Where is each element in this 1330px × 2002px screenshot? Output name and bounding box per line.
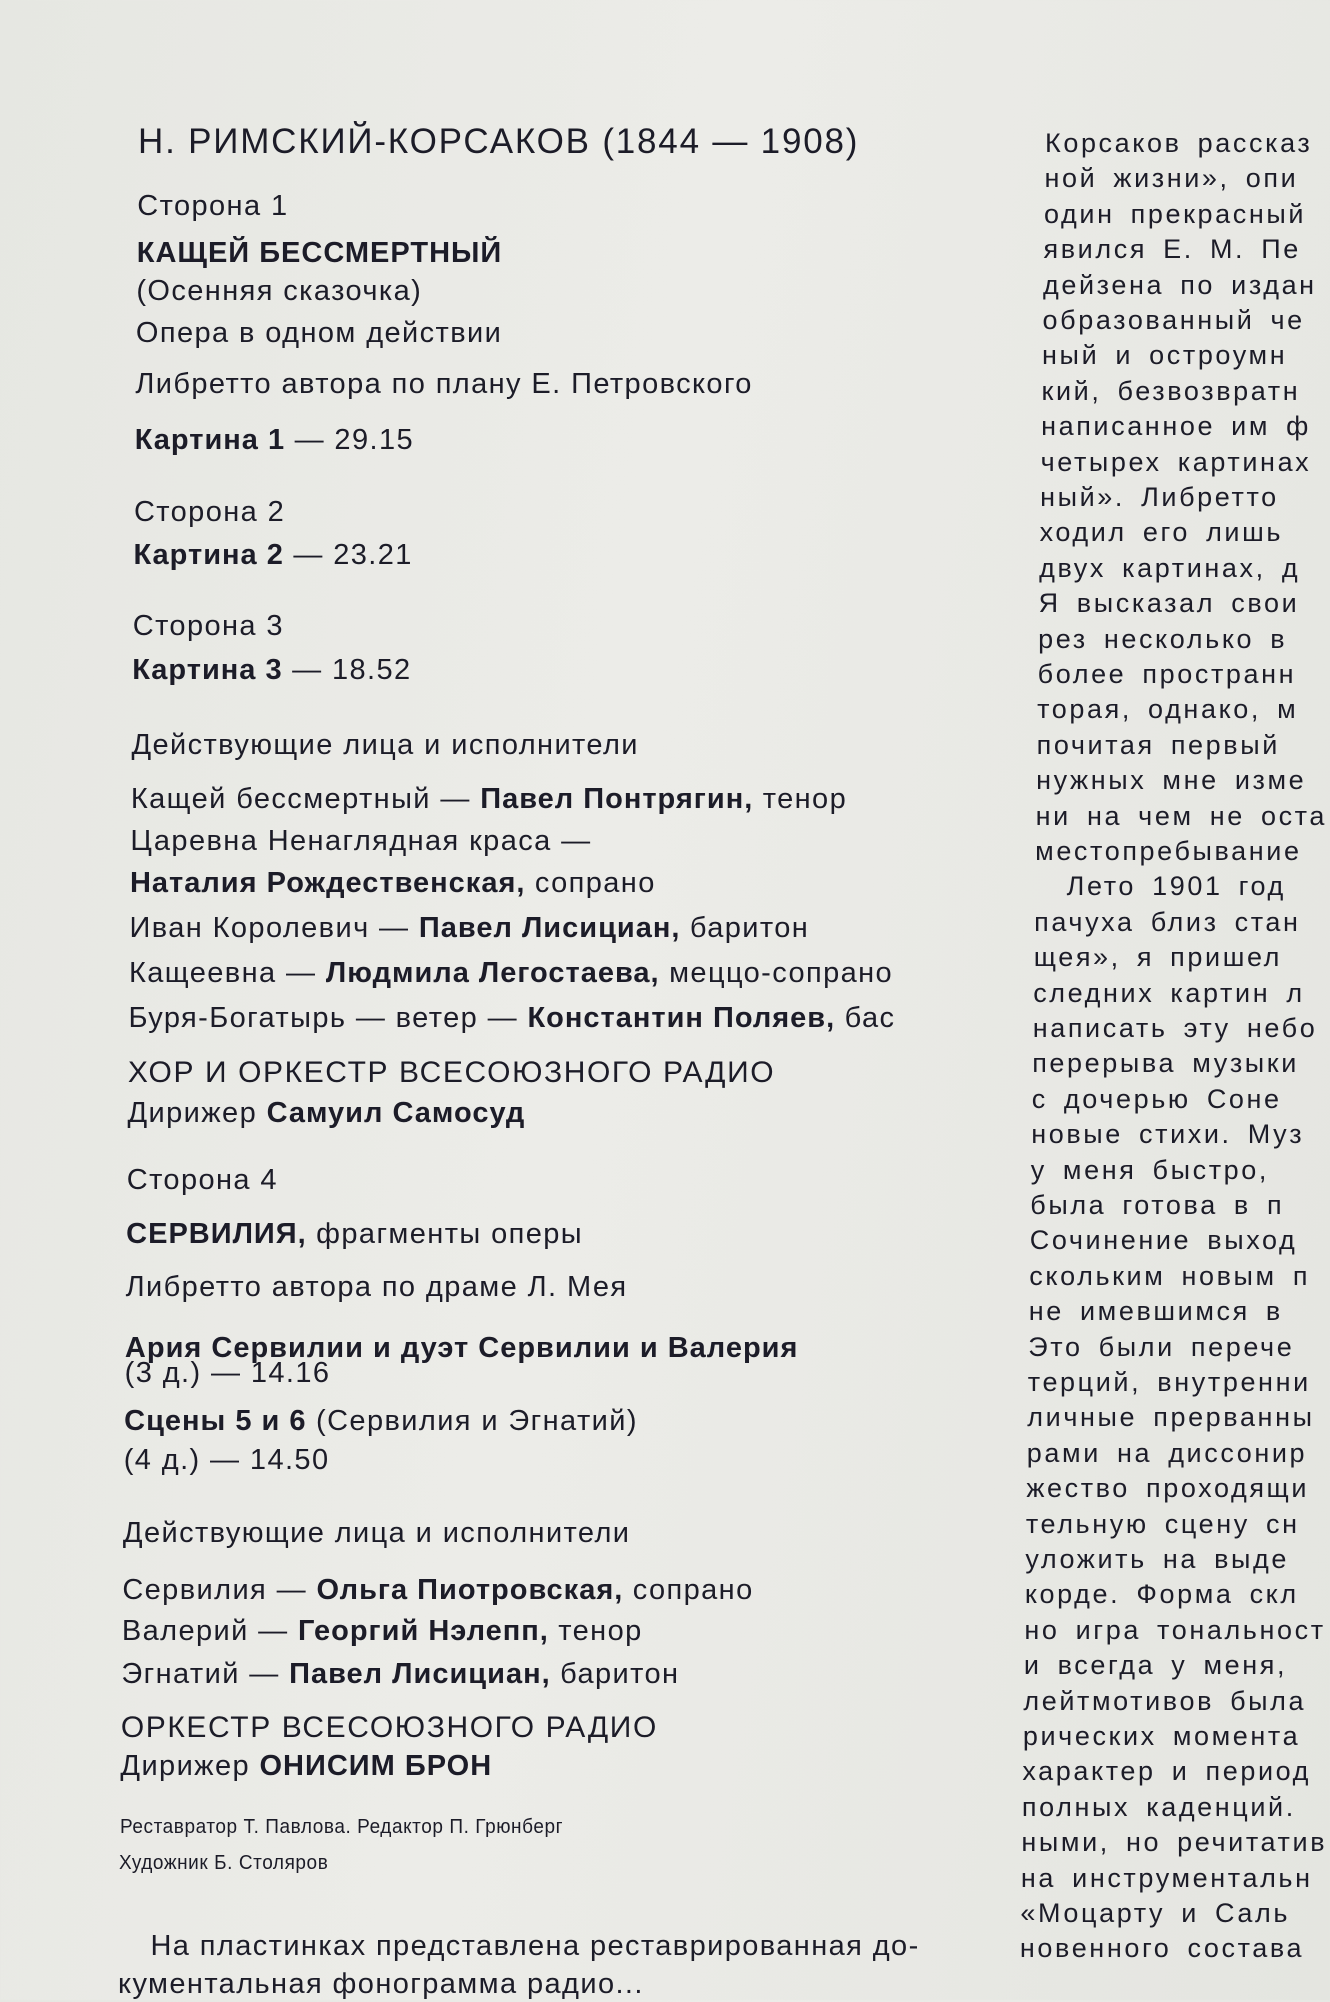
notes-line: новые стихи. Муз xyxy=(1031,1119,1305,1150)
text-segment: (Сервилия и Эгнатий) xyxy=(306,1405,638,1437)
notes-line: Сочинение выход xyxy=(1029,1225,1298,1256)
text-segment: кументальная фонограмма радио... xyxy=(118,1968,644,2000)
notes-line: щея», я пришел xyxy=(1033,942,1283,973)
bold-text: Константин Поляев, xyxy=(527,1002,836,1034)
notes-line: но игра тональност xyxy=(1024,1614,1326,1645)
bold-text: Павел Лисициан, xyxy=(418,912,681,944)
notes-line: корде. Форма скл xyxy=(1024,1579,1299,1610)
notes-line: более пространн xyxy=(1037,659,1297,689)
text-segment: тенор xyxy=(548,1615,643,1647)
notes-line: перерыва музыки xyxy=(1032,1048,1299,1079)
text-segment: Художник Б. Столяров xyxy=(119,1852,329,1874)
notes-line: ными, но речитатив xyxy=(1021,1827,1328,1858)
notes-line: тельную сцену сн xyxy=(1025,1508,1300,1539)
text-segment: Либретто автора по драме Л. Мея xyxy=(125,1271,628,1303)
notes-line: не имевшимся в xyxy=(1028,1296,1283,1327)
text-segment: Сторона 4 xyxy=(126,1164,278,1196)
notes-line: на инструментальн xyxy=(1020,1862,1313,1893)
text-segment: сопрано xyxy=(525,867,656,899)
notes-line: рез несколько в xyxy=(1038,623,1288,654)
text-segment: — 23.21 xyxy=(283,539,413,571)
text-segment: Эгнатий — xyxy=(121,1658,290,1690)
notes-line: ный». Либретто xyxy=(1040,482,1279,512)
text-segment: Н. РИМСКИЙ-КОРСАКОВ (1844 — 1908) xyxy=(138,122,860,161)
text-segment: Сервилия — xyxy=(122,1574,317,1606)
text-segment: фрагменты оперы xyxy=(306,1218,584,1250)
notes-line: четырех картинах xyxy=(1040,446,1312,477)
notes-line: рических момента xyxy=(1022,1721,1301,1751)
notes-line: один прекрасный xyxy=(1044,198,1307,229)
bold-text: Людмила Легостаева, xyxy=(325,957,660,989)
notes-line: жество проходящи xyxy=(1026,1473,1310,1504)
notes-line: следних картин л xyxy=(1033,977,1305,1008)
text-segment: Действующие лица и исполнители xyxy=(122,1517,631,1549)
notes-line: Корсаков рассказ xyxy=(1045,128,1313,158)
notes-line: написать эту небо xyxy=(1032,1013,1318,1043)
notes-line: ный и остроумн xyxy=(1042,340,1288,371)
text-segment: Кащей бессмертный — xyxy=(130,783,481,815)
text-segment: Либретто автора по плану Е. Петровского xyxy=(135,368,753,400)
notes-line: лейтмотивов была xyxy=(1023,1685,1307,1716)
notes-line: пачуха близ стан xyxy=(1034,906,1301,937)
text-segment: На пластинках представлена реставрированная до- xyxy=(150,1930,920,1962)
bold-text: Павел Понтрягин, xyxy=(480,783,754,815)
notes-line: кий, безвозвратн xyxy=(1041,375,1301,406)
bold-text: ОНИСИМ БРОН xyxy=(259,1750,493,1782)
text-segment: меццо-сопрано xyxy=(659,957,894,989)
text-segment: тенор xyxy=(753,783,848,815)
bold-text: Картина 3 xyxy=(132,654,283,686)
notes-line: с дочерью Соне xyxy=(1031,1083,1282,1114)
notes-line: написанное им ф xyxy=(1041,411,1311,442)
notes-line: ни на чем не оста xyxy=(1035,800,1327,831)
notes-line: почитая первый xyxy=(1036,729,1280,760)
notes-line: скольким новым п xyxy=(1029,1260,1311,1291)
notes-line: характер и период xyxy=(1022,1756,1312,1787)
bold-text: Наталия Рождественская, xyxy=(129,867,526,899)
text-segment: Реставратор Т. Павлова. Редактор П. Грюнберг xyxy=(119,1816,563,1838)
notes-line: торая, однако, м xyxy=(1037,694,1299,725)
text-segment: (3 д.) — 14.16 xyxy=(124,1357,331,1389)
text-segment: Опера в одном действии xyxy=(135,317,503,349)
bold-text: Картина 1 xyxy=(134,424,286,456)
notes-line: двух картинах, д xyxy=(1039,552,1301,583)
bold-text: Ария Сервилии и дуэт Сервилии и Валерия xyxy=(124,1332,799,1364)
text-segment: — 29.15 xyxy=(285,424,414,456)
text-segment: Дирижер xyxy=(120,1750,260,1782)
text-segment: баритон xyxy=(550,1658,680,1690)
bold-text: Ольга Пиотровская, xyxy=(316,1574,624,1606)
notes-line: личные прерванны xyxy=(1027,1402,1315,1433)
notes-line: рами на диссонир xyxy=(1026,1437,1308,1468)
notes-line: была готова в п xyxy=(1030,1190,1285,1220)
text-segment: Сторона 2 xyxy=(133,496,286,528)
notes-line: уложить на выде xyxy=(1025,1544,1290,1574)
notes-line: нужных мне изме xyxy=(1036,765,1307,796)
bold-text: КАЩЕЙ БЕССМЕРТНЫЙ xyxy=(136,237,503,269)
notes-line: ходил его лишь xyxy=(1039,517,1284,548)
text-segment: Действующие лица и исполнители xyxy=(131,729,639,761)
text-segment: Буря-Богатырь — ветер — xyxy=(128,1002,528,1034)
text-segment: Дирижер xyxy=(127,1097,267,1129)
text-segment: бас xyxy=(835,1002,896,1034)
bold-text: СЕРВИЛИЯ, xyxy=(126,1218,307,1250)
text-segment: сопрано xyxy=(623,1574,754,1606)
text-segment: Иван Королевич — xyxy=(129,912,419,944)
notes-line: явился Е. М. Пе xyxy=(1043,234,1301,265)
text-segment: (4 д.) — 14.50 xyxy=(123,1444,330,1476)
bold-text: Самуил Самосуд xyxy=(266,1097,526,1129)
notes-line: дейзена по издан xyxy=(1043,269,1317,300)
bold-text: Георгий Нэлепп, xyxy=(298,1615,549,1647)
text-segment: ХОР И ОРКЕСТР ВСЕСОЮЗНОГО РАДИО xyxy=(127,1056,776,1089)
notes-line: местопребывание xyxy=(1035,836,1302,866)
text-segment: Сторона 3 xyxy=(132,610,284,642)
text-segment: ОРКЕСТР ВСЕСОЮЗНОГО РАДИО xyxy=(120,1711,658,1744)
bold-text: Сцены 5 и 6 xyxy=(124,1405,307,1437)
notes-line: полных каденций. xyxy=(1021,1791,1296,1822)
text-segment: — 18.52 xyxy=(282,654,412,686)
bold-text: Картина 2 xyxy=(133,539,284,571)
notes-line: Это были перече xyxy=(1028,1331,1295,1362)
text-segment: Сторона 1 xyxy=(137,190,289,222)
text-segment: Валерий — xyxy=(121,1615,299,1647)
notes-line: Я высказал свои xyxy=(1038,588,1300,619)
bold-text: Павел Лисициан, xyxy=(289,1658,551,1690)
text-segment: баритон xyxy=(680,912,810,944)
text-segment: Царевна Ненаглядная краса — xyxy=(130,825,592,857)
notes-line: новенного состава xyxy=(1019,1933,1305,1964)
notes-line: «Моцарту и Саль xyxy=(1020,1898,1291,1928)
text-segment: Кащеевна — xyxy=(128,957,326,989)
notes-line: и всегда у меня, xyxy=(1023,1650,1288,1681)
notes-line: терций, внутренни xyxy=(1027,1367,1311,1397)
text-segment: (Осенняя сказочка) xyxy=(136,275,423,307)
notes-line: образованный че xyxy=(1042,305,1305,335)
notes-line: у меня быстро, xyxy=(1030,1154,1270,1185)
notes-line: Лето 1901 год xyxy=(1066,871,1286,902)
notes-line: ной жизни», опи xyxy=(1044,163,1299,194)
